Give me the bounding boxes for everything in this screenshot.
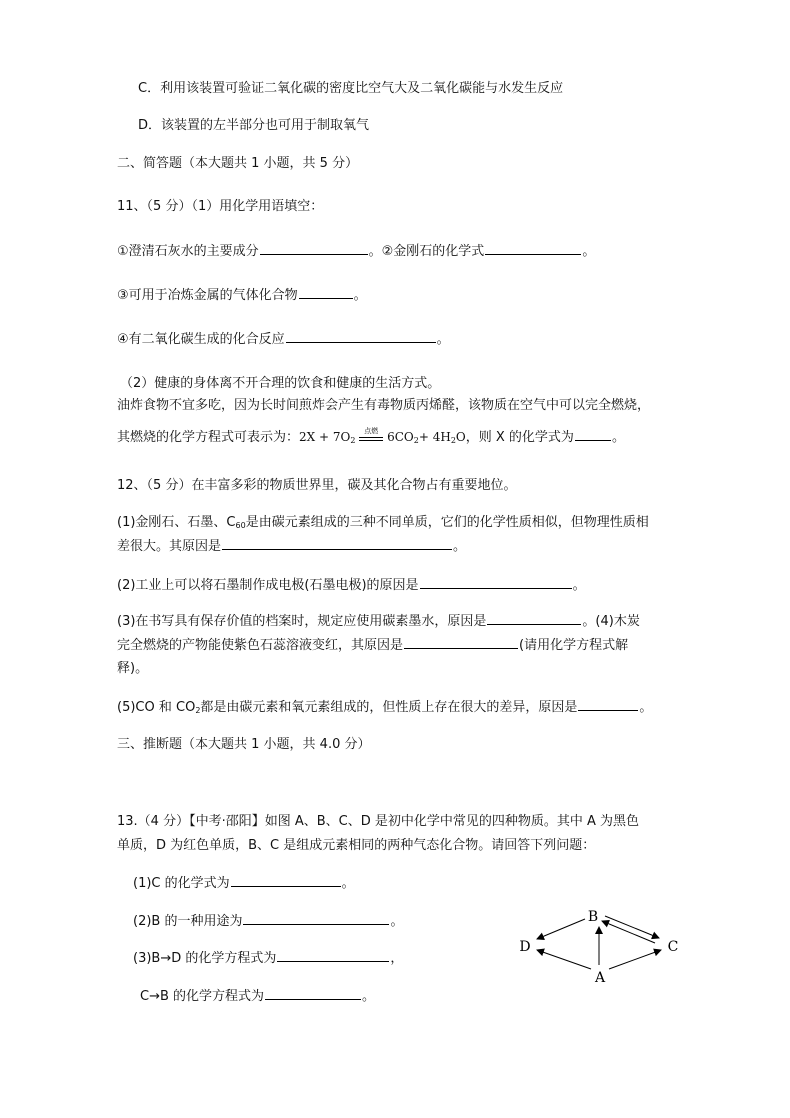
q10-option-c: C．利用该装置可验证二氧化碳的密度比空气大及二氧化碳能与水发生反应 (138, 81, 564, 96)
q12-s1-text-b: 是由碳元素组成的三种不同单质，它们的化学性质相似，但物理性质相 (245, 515, 649, 530)
q11-item3-text: ③可用于冶炼金属的气体化合物 (117, 288, 298, 303)
q12-s4-blank[interactable] (404, 636, 518, 649)
q12-s5-text: (5)CO 和 CO (117, 700, 196, 715)
q12-s5-text-b: 都是由碳元素和氧元素组成的，但性质上存在很大的差异，原因是 (200, 700, 578, 715)
node-c: C (667, 939, 679, 955)
q12-sub1-line1 (117, 514, 649, 532)
eq-sub: 2 (350, 436, 356, 445)
q11-item1-blank[interactable] (260, 242, 368, 255)
arrow-a-to-c (609, 950, 661, 969)
q12-sub4 (117, 636, 628, 655)
q13-sub1 (133, 874, 355, 893)
arrow-b-to-c (605, 916, 659, 938)
arrow-a-to-d (537, 950, 591, 969)
q13-s1-end: 。 (341, 876, 355, 891)
q11-x-formula-blank[interactable] (575, 428, 611, 441)
reaction-condition (359, 427, 383, 441)
q13-s2-end: 。 (390, 914, 404, 929)
q11-equation-line (117, 428, 625, 447)
eq-sub: 2 (450, 436, 456, 445)
node-a: A (594, 970, 606, 986)
q11-item4-blank[interactable] (286, 330, 436, 343)
q12-s4-text: 完全燃烧的产物能使紫色石蕊溶液变红，其原因是 (117, 638, 404, 653)
q11-eq-question: ，则 X 的化学式为 (465, 430, 574, 445)
eq-product-2b: O (455, 430, 466, 444)
q13-s3b-end: 。 (362, 989, 376, 1004)
q13-s3b-blank[interactable] (265, 987, 361, 1000)
eq-product-1: 6CO (387, 430, 414, 444)
arrow-c-to-b (602, 921, 655, 943)
q12-s2-end: 。 (572, 578, 586, 593)
q12-s3-text: (3)在书写具有保存价值的档案时，规定应使用碳素墨水，原因是 (117, 614, 487, 629)
q13-sub3 (133, 949, 403, 968)
q12-s1-blank[interactable] (222, 537, 452, 550)
q12-sub5 (117, 698, 652, 717)
q12-s1-end: 。 (453, 539, 467, 554)
q12-s5-blank[interactable] (578, 698, 638, 711)
q13-line2: 单质，D 为红色单质，B、C 是组成元素相同的两种气态化合物。请回答下列问题： (117, 838, 596, 853)
node-d: D (519, 939, 531, 955)
q12-s3-blank[interactable] (487, 612, 581, 625)
q12-s4-end: (请用化学方程式解 (519, 638, 629, 653)
q11-item3-end: 。 (353, 288, 367, 303)
combustion-equation (299, 427, 466, 445)
q11-part2-intro: （2）健康的身体离不开合理的饮食和健康的生活方式。 (120, 376, 441, 391)
q11-eq-end: 。 (611, 430, 625, 445)
q13-line1: 13.（4 分）【中考·邵阳】如图 A、B、C、D 是初中化学中常见的四种物质。其中 A 为黑色 (117, 814, 640, 829)
q13-s1-blank[interactable] (231, 874, 341, 887)
q11-part2-text: 油炸食物不宜多吃，因为长时间煎炸会产生有毒物质丙烯醛，该物质在空气中可以完全燃烧， (117, 398, 651, 413)
eq-product-2: + 4H (418, 430, 451, 444)
q11-item2-end: 。 (582, 244, 596, 259)
substance-relationship-diagram (505, 905, 690, 990)
q11-item2-text: 。②金刚石的化学式 (368, 244, 485, 259)
section-3-heading: 三、推断题（本大题共 1 小题，共 4.0 分） (117, 737, 371, 752)
condition-label: 点燃 (364, 427, 379, 435)
q13-s1-text: (1)C 的化学式为 (133, 876, 230, 891)
q13-s3-end: ， (390, 951, 404, 966)
q11-item-3 (117, 286, 367, 305)
q12-s1-reason: 差很大。其原因是 (117, 539, 222, 554)
q12-sub1-line2 (117, 537, 466, 556)
q12-s5-end: 。 (639, 700, 653, 715)
q12-sub2 (117, 576, 586, 595)
q11-item-4 (117, 330, 450, 349)
q10-option-d: D．该装置的左半部分也可用于制取氧气 (138, 118, 370, 133)
q13-s3-blank[interactable] (277, 949, 389, 962)
q12-s3-end: 。(4)木炭 (582, 614, 640, 629)
c60-subscript: 60 (235, 521, 246, 530)
q11-item4-text: ④有二氧化碳生成的化合反应 (117, 332, 285, 347)
q12-s2-text: (2)工业上可以将石墨制作成电极(石墨电极)的原因是 (117, 578, 419, 593)
q11-item4-end: 。 (436, 332, 450, 347)
q11-item-1-2 (117, 242, 595, 261)
q13-sub2 (133, 912, 403, 931)
q13-sub3b (140, 987, 375, 1006)
co2-subscript: 2 (195, 706, 201, 715)
q13-s2-text: (2)B 的一种用途为 (133, 914, 243, 929)
section-2-heading: 二、简答题（本大题共 1 小题，共 5 分） (117, 156, 359, 171)
q13-s2-blank[interactable] (243, 912, 389, 925)
q11-item3-blank[interactable] (299, 286, 353, 299)
eq-left: 2X + 7O (299, 430, 351, 444)
q13-s3b-text: C→B 的化学方程式为 (140, 989, 265, 1004)
node-b: B (587, 909, 599, 925)
q12-sub3 (117, 612, 640, 631)
q12-s1-text: (1)金刚石、石墨、C (117, 515, 236, 530)
q12-sub4-tail: 释)。 (117, 661, 149, 676)
q12-s2-blank[interactable] (420, 576, 572, 589)
arrow-b-to-d (537, 919, 585, 939)
q11-eq-prefix: 其燃烧的化学方程式可表示为： (117, 430, 300, 445)
q11-item2-blank[interactable] (485, 242, 581, 255)
q11-item1-text: ①澄清石灰水的主要成分 (117, 244, 259, 259)
q12-title: 12、（5 分）在丰富多彩的物质世界里，碳及其化合物占有重要地位。 (117, 478, 517, 493)
q11-title: 11、（5 分）（1）用化学用语填空： (117, 199, 324, 214)
q13-s3-text: (3)B→D 的化学方程式为 (133, 951, 277, 966)
eq-sub: 2 (413, 436, 419, 445)
